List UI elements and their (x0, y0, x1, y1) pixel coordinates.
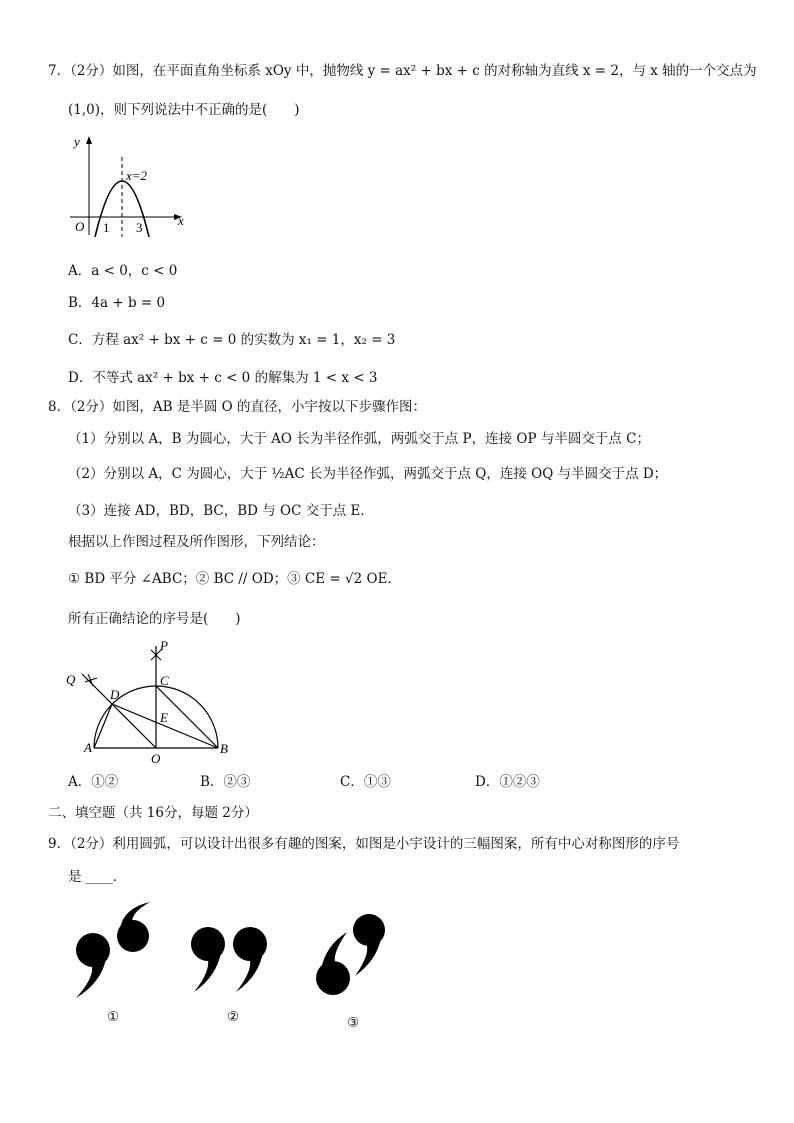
q8-fig-label-c: C (160, 673, 169, 688)
q8-fig-label-d: D (110, 687, 120, 702)
section-heading: 二、填空题（共 16分，每题 2分） (48, 805, 258, 821)
q8-fig-label-p: P (160, 638, 168, 653)
q7-stem-line1: 7．（2分）如图，在平面直角坐标系 xOy 中，抛物线 y = ax² + bx + c 的对称轴为直线 x = 2，与 x 轴的一个交点为 (48, 63, 757, 79)
q8-option-b: B．②③ (200, 774, 251, 790)
q7-option-c: C．方程 ax² + bx + c = 0 的实数为 x₁ = 1，x₂ = 3 (68, 332, 396, 348)
q8-fig-label-b: B (220, 741, 228, 756)
q9-pattern-1 (70, 900, 160, 1005)
q9-label-1: ① (107, 1009, 120, 1025)
q8-option-a: A．①② (68, 774, 119, 790)
q9-pattern-2 (188, 918, 278, 1008)
q7-fig-axis-label: x=2 (126, 168, 148, 183)
q9-stem-line2: 是 ____． (68, 869, 127, 885)
q8-basis: 根据以上作图过程及所作图形，下列结论： (68, 534, 325, 550)
q8-step1: （1）分别以 A，B 为圆心，大于 AO 长为半径作弧，两弧交于点 P，连接 OP 与半圆交于点 C； (68, 431, 650, 447)
q8-ask: 所有正确结论的序号是( ) (68, 611, 241, 627)
q8-option-d: D．①②③ (475, 774, 540, 790)
q7-option-a: A．a < 0，c < 0 (68, 263, 178, 279)
q7-option-d: D．不等式 ax² + bx + c < 0 的解集为 1 < x < 3 (68, 370, 378, 386)
q7-fig-y-label: y (74, 134, 80, 149)
q7-fig-tick-3: 3 (136, 220, 143, 235)
q7-stem-line2: (1,0)，则下列说法中不正确的是( ) (68, 102, 300, 118)
q7-fig-origin: O (75, 219, 85, 234)
q8-option-c: C．①③ (340, 774, 391, 790)
q8-conclusions: ① BD 平分 ∠ABC；② BC // OD；③ CE = √2 OE． (68, 571, 401, 587)
q8-fig-label-o: O (151, 751, 161, 766)
q8-step3: （3）连接 AD，BD，BC，BD 与 OC 交于点 E． (68, 503, 374, 519)
q7-fig-tick-1: 1 (103, 220, 110, 235)
q8-stem: 8．（2分）如图，AB 是半圆 O 的直径，小宇按以下步骤作图： (48, 399, 427, 415)
q7-fig-x-label: x (178, 213, 184, 228)
q9-stem-line1: 9．（2分）利用圆弧，可以设计出很多有趣的图案，如图是小宇设计的三幅图案，所有中心对称图形的序号 (48, 836, 680, 852)
q8-fig-label-a: A (84, 740, 92, 755)
q7-parabola-figure (60, 133, 200, 243)
q8-fig-label-q: Q (66, 672, 76, 687)
q8-fig-label-e: E (160, 710, 168, 725)
q7-option-b: B．4a + b = 0 (68, 295, 166, 311)
q8-step2: （2）分别以 A，C 为圆心，大于 ½AC 长为半径作弧，两弧交于点 Q，连接 OQ 与半圆交于点 D； (68, 466, 668, 482)
q9-label-2: ② (227, 1009, 240, 1025)
q9-pattern-3 (305, 910, 395, 1005)
q9-label-3: ③ (347, 1015, 360, 1031)
q8-semicircle-figure (60, 636, 250, 772)
